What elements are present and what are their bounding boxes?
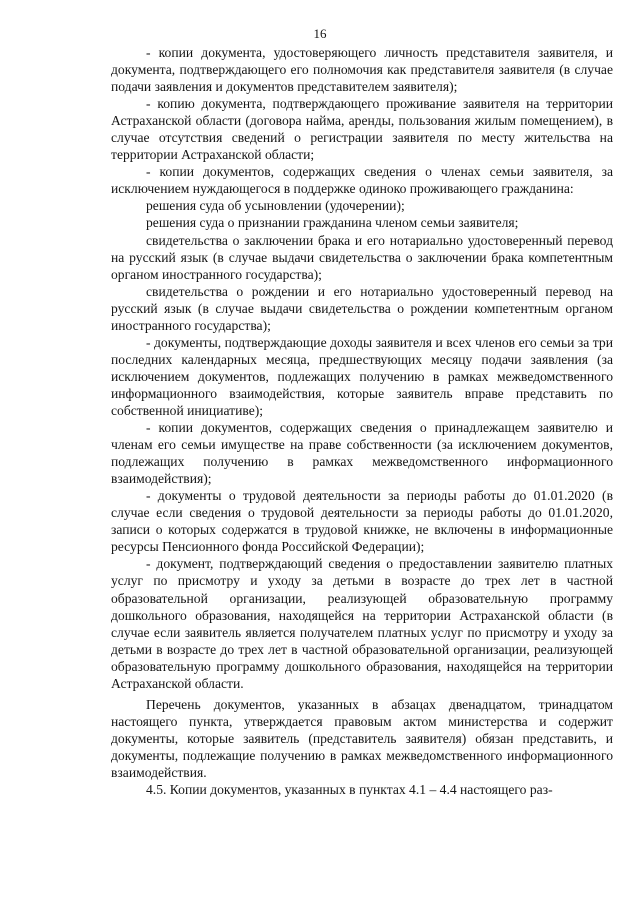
paragraph-adoption-decision: решения суда об усыновлении (удочерении); (146, 198, 405, 214)
paragraph-marriage-certificate: свидетельства о заключении брака и его нотариально удостоверенный перевод на русский язык (в случае выдачи свидетельства о заключении брака компетентным органом иностранного государства); (111, 232, 613, 282)
paragraph-income-documents: - документы, подтверждающие доходы заявителя и всех членов его семьи за три последних календарных месяца, предшествующих месяцу подачи заявления (за исключением документов, подлежащих получению в рамках межведомственного информационного взаимодействия, которые заявитель вправе представить по собственной инициативе); (111, 334, 613, 418)
page-number: 16 (313, 26, 327, 41)
paragraph-family-documents: - копии документов, содержащих сведения о членах семьи заявителя, за исключением нуждающегося в поддержке одиноко проживающего гражданина: (111, 164, 613, 197)
paragraph-section-4-5: 4.5. Копии документов, указанных в пунктах 4.1 – 4.4 настоящего раз- (146, 782, 553, 798)
paragraph-representative-id: - копии документа, удостоверяющего личность представителя заявителя, и документа, подтверждающего его полномочия как представителя заявителя (в случае подачи заявления и документов представителем заявителя); (111, 45, 613, 95)
paragraph-document-list: Перечень документов, указанных в абзацах двенадцатом, тринадцатом настоящего пункта, утверждается правовым актом министерства и содержит документы, которые заявитель (представитель заявителя) обязан представить, и документы, подлежащие получению в рамках межведомственного информационного взаимодействия. (111, 696, 613, 780)
paragraph-employment-documents: - документы о трудовой деятельности за периоды работы до 01.01.2020 (в случае если сведения о трудовой деятельности за периоды работы до 01.01.2020, записи о которых содержатся в трудовой книжке, не включены в информационные ресурсы Пенсионного фонда Российской Федерации); (111, 488, 613, 555)
paragraph-birth-certificate: свидетельства о рождении и его нотариально удостоверенный перевод на русский язык (в случае выдачи свидетельства о рождении компетентным органом иностранного государства); (111, 283, 613, 333)
paragraph-childcare-services: - документ, подтверждающий сведения о предоставлении заявителю платных услуг по присмотру и уходу за детьми в возрасте до трех лет в частной образовательной организации, реализующей образовательную программу дошкольного образования, находящейся на территории Астраханской области (в случае если заявитель является получателем платных услуг по присмотру и уходу за детьми в возрасте до трех лет в частной образовательной организации, реализующей образовательную программу дошкольного образования, находящейся на территории Астраханской области. (111, 556, 613, 691)
paragraph-residence-document: - копию документа, подтверждающего проживание заявителя на территории Астраханской области (договора найма, аренды, пользования жилым помещением), в случае отсутствия сведений о регистрации заявителя по месту жительства на территории Астраханской области; (111, 96, 613, 163)
paragraph-property-documents: - копии документов, содержащих сведения о принадлежащем заявителю и членам его семьи имуществе на праве собственности (за исключением документов, подлежащих получению в рамках межведомственного информационного взаимодействия); (111, 420, 613, 487)
paragraph-family-member-decision: решения суда о признании гражданина членом семьи заявителя; (146, 215, 519, 231)
document-body (111, 44, 613, 798)
